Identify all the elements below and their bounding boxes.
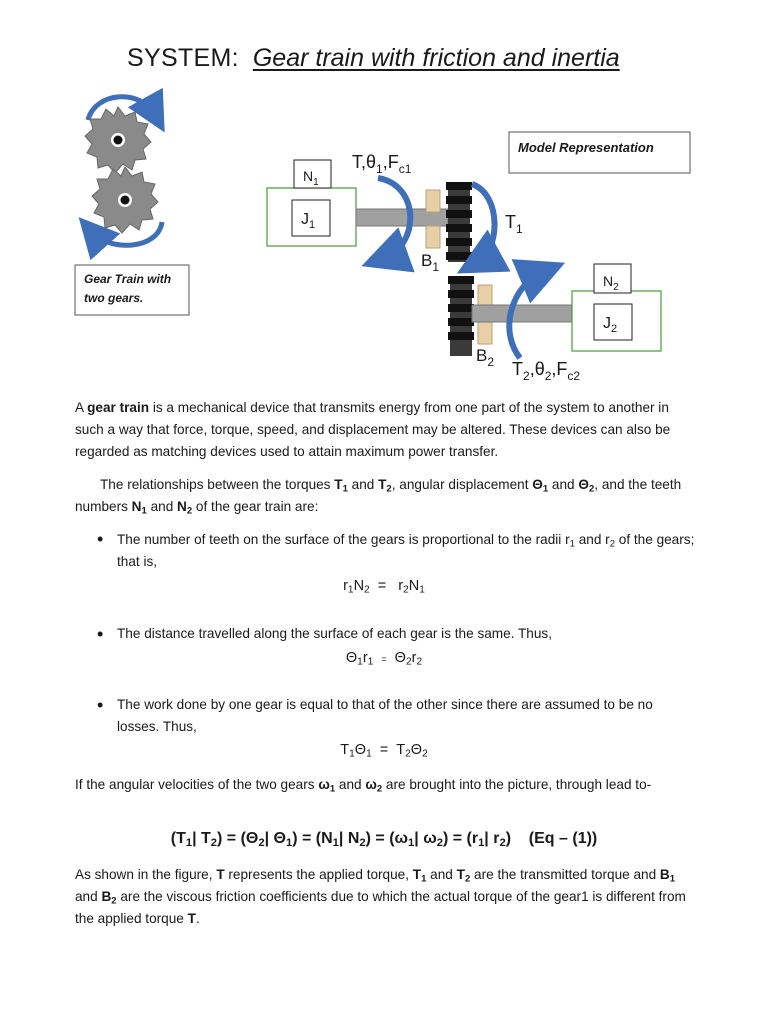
b1-label: $B_1$ bbox=[421, 251, 440, 274]
top-torque-label: $T,\theta_1,F_{c1}$ bbox=[352, 152, 412, 176]
gear-2-body bbox=[448, 276, 474, 356]
bearing-1-top bbox=[426, 190, 440, 212]
title-subject: Gear train with friction and inertia bbox=[252, 44, 620, 72]
paragraph-relationships: The relationships between the torques $T_1$ and $T_2$, angular displacement $\Theta_1$ and $\Theta_2$, and the teeth numbers $N_1$ and $N_2$ of the gear train are: bbox=[75, 477, 682, 517]
lower-gear-icon bbox=[92, 167, 158, 233]
j2-label: $J_2$ bbox=[603, 315, 618, 335]
bearing-2-top bbox=[478, 285, 492, 307]
gear-1-body bbox=[446, 182, 472, 262]
gear-illustration bbox=[85, 97, 162, 246]
bottom-torque-label: $T_2,\theta_2,F_{c2}$ bbox=[512, 359, 581, 383]
equation-distance: $\Theta_1r_1 = \Theta_2r_2$ bbox=[345, 650, 423, 668]
n1-label: $N_1$ bbox=[303, 168, 319, 188]
j1-label: $J_1$ bbox=[301, 211, 316, 231]
equation-work: $T_1\Theta_1 = T_2\Theta_2$ bbox=[340, 742, 428, 760]
shaft-2 bbox=[472, 305, 572, 322]
bullet-work-done: The work done by one gear is equal to that of the other since there are assumed to be no losses. Thus, bbox=[117, 697, 653, 734]
bullet-dot: • bbox=[97, 624, 104, 644]
gear-caption-line2: two gears. bbox=[84, 291, 144, 305]
b2-label: $B_2$ bbox=[476, 346, 495, 369]
model-representation-label: Model Representation bbox=[518, 140, 654, 155]
upper-gear-icon bbox=[85, 107, 151, 173]
n2-label: $N_2$ bbox=[603, 273, 619, 293]
equation-teeth-radii: $r_1N_2 = r_2N_1$ bbox=[343, 578, 425, 596]
title-prefix: SYSTEM: bbox=[127, 44, 239, 72]
t1-label: $T_1$ bbox=[505, 212, 523, 236]
bullet-teeth-proportional: The number of teeth on the surface of the gears is proportional to the radii $r_1$ and $r_2$ of the gears; that is, bbox=[117, 532, 695, 569]
bearing-1-bottom bbox=[426, 226, 440, 248]
gear-caption-line1: Gear Train with bbox=[84, 272, 172, 286]
bullet-distance-travelled: The distance travelled along the surface of each gear is the same. Thus, bbox=[117, 626, 552, 641]
paragraph-angular-velocities: If the angular velocities of the two gears $\omega_1$ and $\omega_2$ are brought into the picture, through lead to- bbox=[75, 777, 652, 795]
page-title bbox=[127, 44, 620, 73]
gear-train-figure bbox=[0, 85, 768, 385]
transmitted-torque-arrow-1 bbox=[472, 184, 495, 262]
paragraph-figure-explanation: As shown in the figure, T represents the applied torque, $T_1$ and $T_2$ are the transmitted torque and $B_1$ and $B_2$ are the viscous friction coefficients due to which the actual torque of the gear1 is different from the applied torque T. bbox=[75, 867, 686, 926]
bearing-2-bottom bbox=[478, 322, 492, 344]
bullet-dot: • bbox=[97, 529, 104, 549]
paragraph-gear-train-definition: A gear train is a mechanical device that transmits energy from one part of the system to another in such a way that force, torque, speed, and displacement may be altered. These devices can also be regarded as matching devices used to attain maximum power transfer. bbox=[75, 400, 671, 459]
equation-main-eq1: ($T_1|$ $T_2) = (\Theta_2|$ $\Theta_1) = (N_1|$ $N_2) = (\omega_1|$ $\omega_2) = (r_1|$ $r_2$) (Eq – (1)) bbox=[170, 830, 598, 849]
bullet-dot: • bbox=[97, 695, 104, 715]
